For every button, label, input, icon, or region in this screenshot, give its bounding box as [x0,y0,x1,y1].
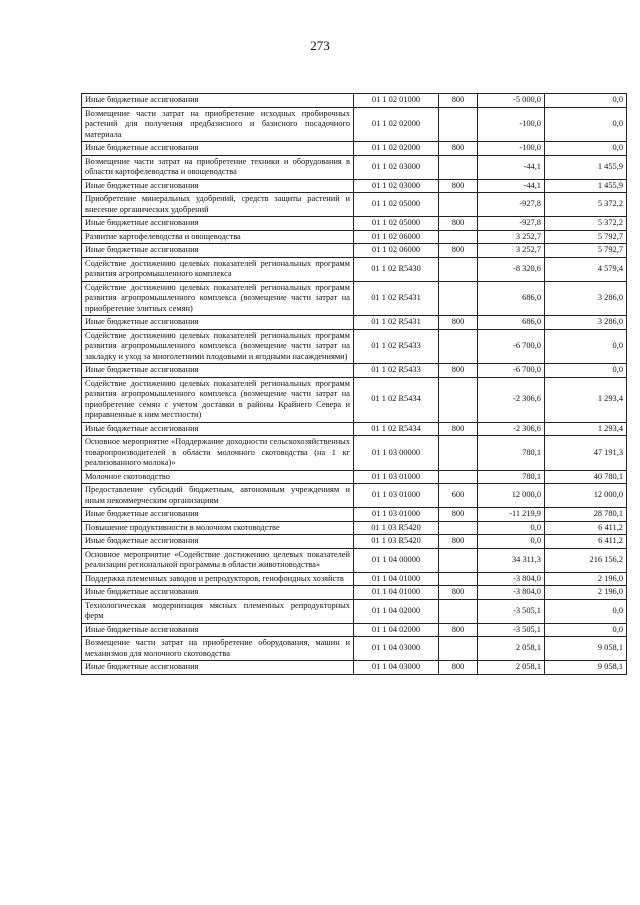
table-row [82,661,627,675]
row-change-cell: -3 804,0 [478,586,545,600]
row-code-cell: 01 1 02 02000 [354,142,439,156]
row-type-cell: 800 [439,142,478,156]
row-total-cell: 2 196,0 [545,586,627,600]
row-change-cell: -100,0 [478,142,545,156]
row-change-cell: 2 058,1 [478,661,545,675]
table-row [82,257,627,281]
row-code-cell: 01 1 03 R5420 [354,521,439,535]
row-total-cell: 6 411,2 [545,521,627,535]
row-type-cell [439,548,478,572]
row-type-cell: 800 [439,661,478,675]
row-change-cell: -3 804,0 [478,572,545,586]
row-change-cell: -2 306,6 [478,377,545,422]
row-code-cell: 01 1 02 03000 [354,179,439,193]
row-total-cell: 3 286,0 [545,281,627,316]
table-row [82,230,627,244]
row-name-cell: Повышение продуктивности в молочном скотоводстве [82,521,354,535]
row-type-cell: 800 [439,586,478,600]
table-row [82,244,627,258]
table-row [82,535,627,549]
row-change-cell: -8 320,6 [478,257,545,281]
row-change-cell: 780,1 [478,436,545,471]
table-row [82,470,627,484]
row-code-cell: 01 1 02 05000 [354,193,439,217]
row-total-cell: 1 293,4 [545,377,627,422]
row-total-cell: 28 780,1 [545,508,627,522]
row-change-cell: -44,1 [478,179,545,193]
table-row [82,484,627,508]
row-change-cell: -6 700,0 [478,364,545,378]
row-name-cell: Технологическая модернизация мясных племенных репродукторных ферм [82,599,354,623]
row-name-cell: Основное мероприятие «Поддержание доходности сельскохозяйственных товаропроизводителей в области молочного скотоводства (на 1 кг реализованного молока)» [82,436,354,471]
row-name-cell: Предоставление субсидий бюджетным, автономным учреждениям и иным некоммерческим организациям [82,484,354,508]
row-name-cell: Иные бюджетные ассигнования [82,422,354,436]
row-code-cell: 01 1 03 01000 [354,470,439,484]
row-total-cell: 2 196,0 [545,572,627,586]
row-name-cell: Иные бюджетные ассигнования [82,508,354,522]
table-row [82,586,627,600]
row-change-cell: 780,1 [478,470,545,484]
budget-table-body [82,94,627,675]
table-row [82,329,627,364]
row-name-cell: Возмещение части затрат на приобретение оборудования, машин и механизмов для молочного скотоводства [82,637,354,661]
row-type-cell: 800 [439,179,478,193]
row-total-cell: 1 455,9 [545,179,627,193]
row-code-cell: 01 1 02 05000 [354,217,439,231]
row-type-cell [439,107,478,142]
row-total-cell: 5 792,7 [545,244,627,258]
row-type-cell [439,155,478,179]
row-name-cell: Иные бюджетные ассигнования [82,94,354,108]
table-row [82,107,627,142]
row-name-cell: Иные бюджетные ассигнования [82,179,354,193]
table-row [82,637,627,661]
row-type-cell [439,257,478,281]
row-code-cell: 01 1 04 02000 [354,623,439,637]
row-code-cell: 01 1 03 01000 [354,508,439,522]
table-row [82,508,627,522]
table-row [82,623,627,637]
row-type-cell: 600 [439,484,478,508]
row-code-cell: 01 1 02 R5433 [354,364,439,378]
row-total-cell: 9 058,1 [545,661,627,675]
row-type-cell [439,436,478,471]
row-name-cell: Иные бюджетные ассигнования [82,623,354,637]
row-code-cell: 01 1 04 01000 [354,572,439,586]
table-row [82,364,627,378]
row-type-cell: 800 [439,217,478,231]
row-name-cell: Возмещение части затрат на приобретение техники и оборудования в области картофелеводства и овощеводства [82,155,354,179]
row-total-cell: 5 792,7 [545,230,627,244]
row-type-cell: 800 [439,94,478,108]
table-row [82,521,627,535]
row-code-cell: 01 1 02 R5434 [354,422,439,436]
row-name-cell: Иные бюджетные ассигнования [82,217,354,231]
row-type-cell [439,281,478,316]
row-type-cell [439,329,478,364]
row-code-cell: 01 1 02 03000 [354,155,439,179]
table-row [82,193,627,217]
row-change-cell: -44,1 [478,155,545,179]
table-row [82,599,627,623]
row-change-cell: 686,0 [478,281,545,316]
row-type-cell: 800 [439,623,478,637]
row-total-cell: 40 780,1 [545,470,627,484]
row-change-cell: -5 000,0 [478,94,545,108]
row-type-cell: 800 [439,508,478,522]
row-change-cell: 3 252,7 [478,230,545,244]
row-change-cell: -927,8 [478,217,545,231]
row-type-cell [439,230,478,244]
row-code-cell: 01 1 02 01000 [354,94,439,108]
row-type-cell: 800 [439,244,478,258]
row-type-cell: 800 [439,535,478,549]
row-name-cell: Содействие достижению целевых показателей региональных программ развития агропромышленного комплекса (возмещение части затрат на приобретение семян с учетом доставки в районы Крайнего Севера и приравненные к ним местности) [82,377,354,422]
row-change-cell: -6 700,0 [478,329,545,364]
row-name-cell: Содействие достижению целевых показателей региональных программ развития агропромышленного комплекса [82,257,354,281]
row-total-cell: 9 058,1 [545,637,627,661]
table-row [82,217,627,231]
table-row [82,281,627,316]
row-name-cell: Иные бюджетные ассигнования [82,244,354,258]
table-row [82,316,627,330]
row-total-cell: 5 372,2 [545,217,627,231]
row-total-cell: 0,0 [545,364,627,378]
row-code-cell: 01 1 04 03000 [354,637,439,661]
row-name-cell: Иные бюджетные ассигнования [82,535,354,549]
row-name-cell: Приобретение минеральных удобрений, средств защиты растений и внесение органических удобрений [82,193,354,217]
row-change-cell: -100,0 [478,107,545,142]
row-type-cell: 800 [439,364,478,378]
row-total-cell: 0,0 [545,94,627,108]
row-code-cell: 01 1 02 R5431 [354,316,439,330]
row-type-cell: 800 [439,316,478,330]
row-total-cell: 0,0 [545,329,627,364]
row-name-cell: Возмещение части затрат на приобретение исходных пробирочных растений для получения предбазисного и базисного посадочного материала [82,107,354,142]
table-row [82,422,627,436]
row-total-cell: 1 455,9 [545,155,627,179]
row-type-cell: 800 [439,422,478,436]
row-total-cell: 4 579,4 [545,257,627,281]
row-code-cell: 01 1 04 00000 [354,548,439,572]
row-total-cell: 6 411,2 [545,535,627,549]
row-code-cell: 01 1 02 06000 [354,230,439,244]
budget-table [81,93,627,675]
row-total-cell: 47 191,3 [545,436,627,471]
row-name-cell: Иные бюджетные ассигнования [82,661,354,675]
row-name-cell: Основное мероприятие «Содействие достижению целевых показателей реализации региональной программы в области животноводства» [82,548,354,572]
row-total-cell: 1 293,4 [545,422,627,436]
row-name-cell: Развитие картофелеводства и овощеводства [82,230,354,244]
row-code-cell: 01 1 04 02000 [354,599,439,623]
page-number: 273 [310,38,330,53]
row-name-cell: Молочное скотоводство [82,470,354,484]
row-change-cell: 2 058,1 [478,637,545,661]
row-total-cell: 0,0 [545,107,627,142]
table-row [82,548,627,572]
row-code-cell: 01 1 04 03000 [354,661,439,675]
row-name-cell: Иные бюджетные ассигнования [82,586,354,600]
table-row [82,436,627,471]
table-row [82,179,627,193]
row-total-cell: 12 000,0 [545,484,627,508]
table-row [82,572,627,586]
table-row [82,142,627,156]
row-name-cell: Содействие достижению целевых показателей региональных программ развития агропромышленного комплекса (возмещение части затрат на закладку и уход за многолетними плодовыми и ягодными насаждениями) [82,329,354,364]
row-change-cell: -2 306,6 [478,422,545,436]
row-code-cell: 01 1 02 02000 [354,107,439,142]
row-code-cell: 01 1 02 06000 [354,244,439,258]
row-total-cell: 0,0 [545,623,627,637]
row-type-cell [439,599,478,623]
row-code-cell: 01 1 02 R5431 [354,281,439,316]
row-type-cell [439,470,478,484]
row-name-cell: Иные бюджетные ассигнования [82,316,354,330]
row-code-cell: 01 1 02 R5434 [354,377,439,422]
row-change-cell: 0,0 [478,521,545,535]
row-code-cell: 01 1 04 01000 [354,586,439,600]
row-name-cell: Поддержка племенных заводов и репродукторов, генофондных хозяйств [82,572,354,586]
row-change-cell: -3 505,1 [478,623,545,637]
row-change-cell: -927,8 [478,193,545,217]
row-code-cell: 01 1 02 R5430 [354,257,439,281]
row-total-cell: 5 372,2 [545,193,627,217]
row-change-cell: 0,0 [478,535,545,549]
row-change-cell: 34 311,3 [478,548,545,572]
row-type-cell [439,193,478,217]
row-change-cell: 12 000,0 [478,484,545,508]
row-total-cell: 0,0 [545,142,627,156]
row-change-cell: 3 252,7 [478,244,545,258]
row-change-cell: -11 219,9 [478,508,545,522]
row-name-cell: Иные бюджетные ассигнования [82,142,354,156]
row-change-cell: -3 505,1 [478,599,545,623]
row-change-cell: 686,0 [478,316,545,330]
row-type-cell [439,377,478,422]
table-row [82,155,627,179]
row-code-cell: 01 1 02 R5433 [354,329,439,364]
row-type-cell [439,637,478,661]
row-code-cell: 01 1 03 01000 [354,484,439,508]
table-row [82,377,627,422]
row-type-cell [439,572,478,586]
row-name-cell: Иные бюджетные ассигнования [82,364,354,378]
row-total-cell: 0,0 [545,599,627,623]
row-code-cell: 01 1 03 R5420 [354,535,439,549]
row-name-cell: Содействие достижению целевых показателей региональных программ развития агропромышленного комплекса (возмещение части затрат на приобретение элитных семян) [82,281,354,316]
row-total-cell: 3 286,0 [545,316,627,330]
row-total-cell: 216 156,2 [545,548,627,572]
row-code-cell: 01 1 03 00000 [354,436,439,471]
table-row [82,94,627,108]
row-type-cell [439,521,478,535]
